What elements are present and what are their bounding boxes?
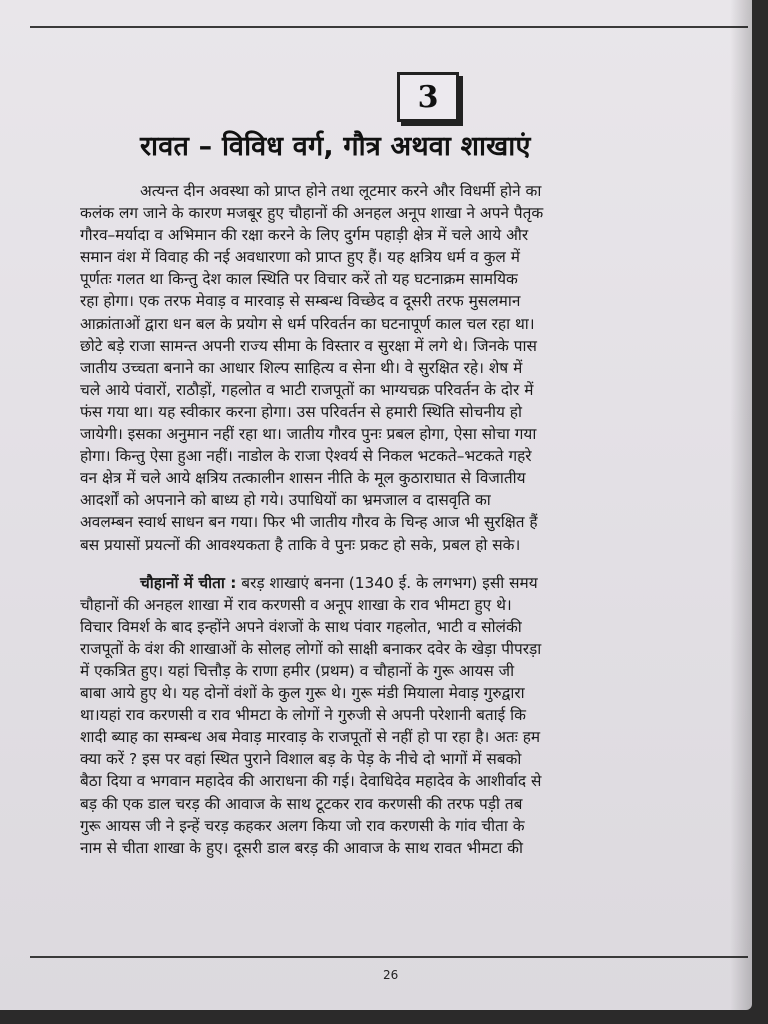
text-line: पूर्णतः गलत था किन्तु देश काल स्थिति पर विचार करें तो यह घटनाक्रम सामयिक xyxy=(80,270,518,289)
text-line: विचार विमर्श के बाद इन्होंने अपने वंशजों के साथ पंवार गहलोत, भाटी व सोलंकी xyxy=(80,617,522,636)
text-line: जायेगी। इसका अनुमान नहीं रहा था। जातीय गौरव पुनः प्रबल होगा, ऐसा सोचा गया xyxy=(80,425,537,444)
chapter-body xyxy=(80,180,752,859)
text-line: छोटे बड़े राजा सामन्त अपनी राज्य सीमा के विस्तार व सुरक्षा में लगे थे। जिनके पास xyxy=(80,336,537,355)
top-rule xyxy=(30,26,748,28)
text-line: गुरू आयस जी ने इन्हें चरड़ कहकर अलग किया जो राव करणसी के गांव चीता के xyxy=(80,816,525,835)
text-line: चले आये पंवारों, राठौड़ों, गहलोत व भाटी राजपूतों का भाग्यचक्र परिवर्तन के दोर में xyxy=(80,380,534,399)
text-line: बैठा दिया व भगवान महादेव की आराधना की गई। देवाधिदेव महादेव के आशीर्वाद से xyxy=(80,772,542,791)
text-line: शादी ब्याह का सम्बन्ध अब मेवाड़ मारवाड़ के राजपूतों से नहीं हो पा रहा है। अतः हम xyxy=(80,728,541,747)
section-label: चौहानों में चीता : xyxy=(140,573,237,592)
text-line: गौरव–मर्यादा व अभिमान की रक्षा करने के लिए दुर्गम पहाड़ी क्षेत्र में चले आये और xyxy=(80,226,529,245)
text-line: वन क्षेत्र में चले आये क्षत्रिय तत्कालीन शासन नीति के मूल कुठाराघात से विजातीय xyxy=(80,469,526,488)
text-line: समान वंश में विवाह की नई अवधारणा को प्राप्त हुए हैं। यह क्षत्रिय धर्म व कुल में xyxy=(80,248,520,267)
page-edge-shadow xyxy=(730,0,752,1010)
bottom-rule xyxy=(30,956,748,958)
text-line: बाबा आये हुए थे। यह दोनों वंशों के कुल गुरू थे। गुरू मंडी मियाला मेवाड़ गुरुद्वारा xyxy=(80,684,525,703)
text-line: चौहानों की अनहल शाखा में राव करणसी व अनूप शाखा के राव भीमटा हुए थे। xyxy=(80,595,512,614)
text-line: आदर्शों को अपनाने को बाध्य हो गये। उपाधियों का भ्रमजाल व दासवृति का xyxy=(80,491,491,510)
text-line: अवलम्बन स्वार्थ साधन बन गया। फिर भी जातीय गौरव के चिन्ह आज भी सुरक्षित हैं xyxy=(80,513,538,532)
chapter-number-box xyxy=(397,72,459,122)
text-line: था।यहां राव करणसी व राव भीमटा के लोगों ने गुरुजी से अपनी परेशानी बताई कि xyxy=(80,706,526,725)
section-lead-text: बरड़ शाखाएं बनना (1340 ई. के लगभग) इसी समय xyxy=(236,573,538,592)
text-line: जातीय उच्चता बनाने का आधार शिल्प साहित्य व सेना थी। वे सुरक्षित रहे। शेष में xyxy=(80,358,523,377)
paragraph-gap xyxy=(80,556,752,572)
text-line: नाम से चीता शाखा के हुए। दूसरी डाल बरड़ की आवाज के साथ रावत भीमटा की xyxy=(80,838,523,857)
text-line: कलंक लग जाने के कारण मजबूर हुए चौहानों की अनहल अनूप शाखा ने अपने पैतृक xyxy=(80,204,544,223)
chapter-number: 3 xyxy=(417,79,439,115)
text-line: राजपूतों के वंश की शाखाओं के सोलह लोगों को साक्षी बनाकर दवेर के खेड़ा पीपरड़ा xyxy=(80,639,542,658)
paragraph-2 xyxy=(80,572,752,859)
text-line: क्या करें ? इस पर वहां स्थित पुराने विशाल बड़ के पेड़ के नीचे दो भागों में सबको xyxy=(80,750,522,769)
text-line: बस प्रयासों प्रयत्नों की आवश्यकता है ताकि वे पुनः प्रकट हो सके, प्रबल हो सके। xyxy=(80,535,521,554)
text-line: रहा होगा। एक तरफ मेवाड़ व मारवाड़ से सम्बन्ध विच्छेद व दूसरी तरफ मुसलमान xyxy=(80,292,521,311)
text-line: होगा। किन्तु ऐसा हुआ नहीं। नाडोल के राजा ऐश्वर्य से निकल भटकते–भटकते गहरे xyxy=(80,447,532,466)
text-line: बड़ की एक डाल चरड़ की आवाज के साथ टूटकर राव करणसी की तरफ पड़ी तब xyxy=(80,794,523,813)
text-line: फंस गया था। यह स्वीकार करना होगा। उस परिवर्तन से हमारी स्थिति सोचनीय हो xyxy=(80,402,522,421)
chapter-title: रावत – विविध वर्ग, गौत्र अथवा शाखाएं xyxy=(140,131,531,162)
text-line: आक्रांताओं द्वारा धन बल के प्रयोग से धर्म परिवर्तन का घटनापूर्ण काल चल रहा था। xyxy=(80,314,535,333)
paragraph-1 xyxy=(80,180,752,556)
text-line: अत्यन्त दीन अवस्था को प्राप्त होने तथा लूटमार करने और विधर्मी होने का xyxy=(140,182,542,200)
page-number: 26 xyxy=(383,968,399,982)
text-line xyxy=(80,572,752,594)
text-line: में एकत्रित हुए। यहां चित्तौड़ के राणा हमीर (प्रथम) व चौहानों के गुरू आयस जी xyxy=(80,661,515,680)
